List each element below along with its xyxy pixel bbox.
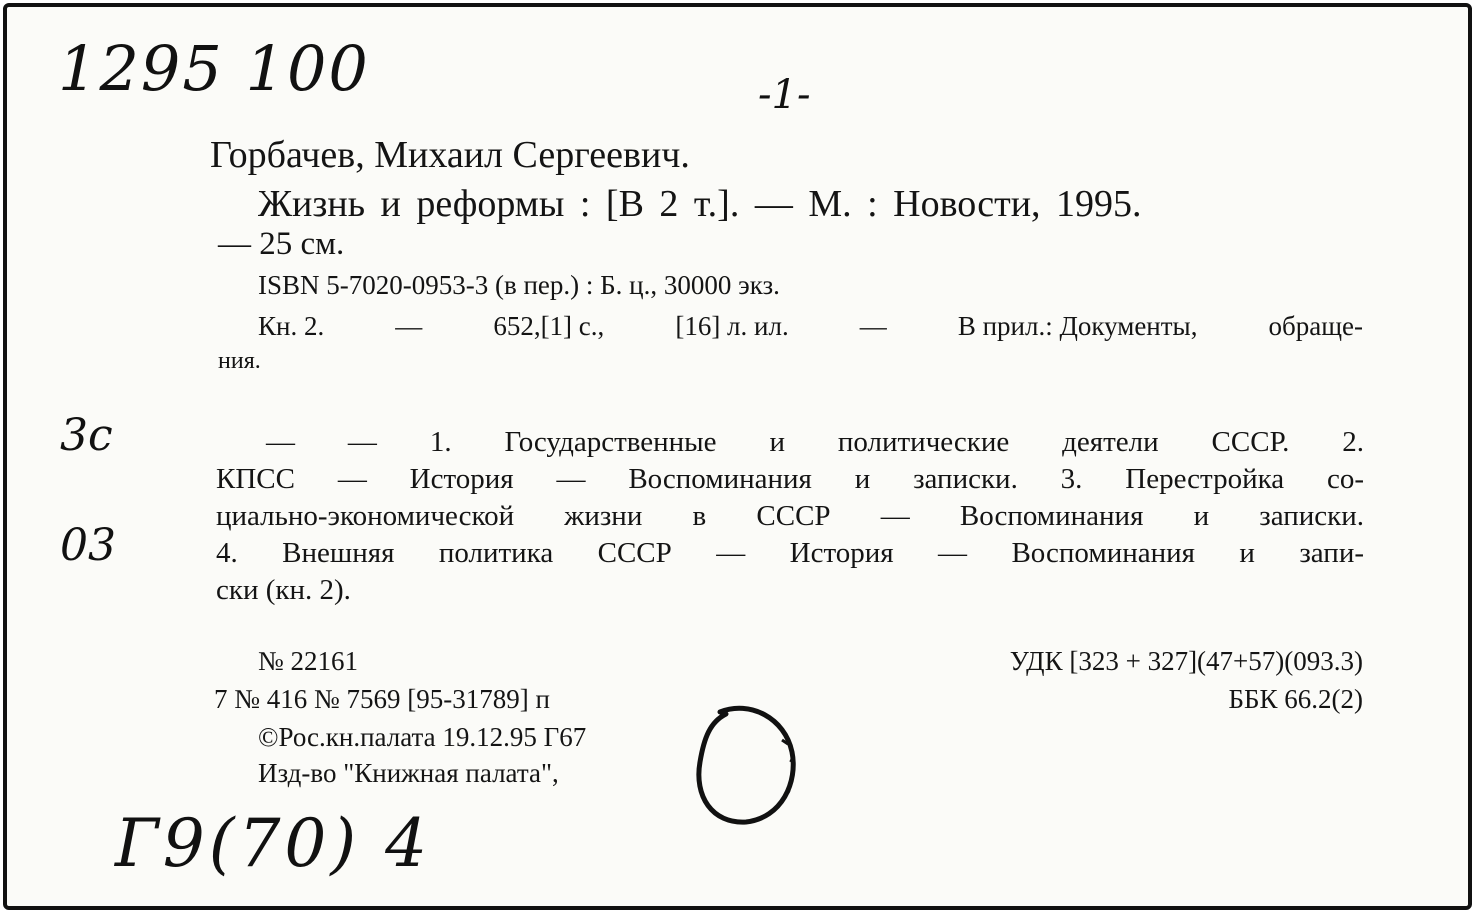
volume-word: обраще- xyxy=(1268,311,1363,341)
subject-line: — — 1. Государственные и политические деятели СССР. 2. xyxy=(266,426,1364,458)
volume-word: — xyxy=(395,311,423,341)
registry-codes: 7 № 416 № 7569 [95-31789] п xyxy=(214,684,550,714)
title-line: Жизнь и реформы : [В 2 т.]. — М. : Новости, 1995. xyxy=(258,183,1142,225)
subject-headings xyxy=(216,424,1364,609)
handwritten-margin-note-1: 3c xyxy=(60,410,113,461)
ink-stamp-icon xyxy=(690,700,810,830)
publisher-line: Изд-во "Книжная палата", xyxy=(258,758,559,788)
isbn-line: ISBN 5-7020-0953-3 (в пер.) : Б. ц., 30000 экз. xyxy=(258,270,780,300)
author-heading: Горбачев, Михаил Сергеевич. xyxy=(210,134,690,176)
subject-line: ски (кн. 2). xyxy=(216,574,351,606)
bbk-code: ББК 66.2(2) xyxy=(1228,684,1363,714)
handwritten-card-number: -1- xyxy=(758,72,811,118)
volume-word: — xyxy=(859,311,887,341)
volume-word: Кн. 2. xyxy=(258,311,325,341)
copyright-line: ©Рос.кн.палата 19.12.95 Г67 xyxy=(258,722,587,752)
handwritten-margin-note-2: 03 xyxy=(60,520,116,571)
volume-description-continued: ния. xyxy=(218,348,261,374)
record-number: № 22161 xyxy=(258,646,359,676)
handwritten-shelf-mark: 1295 100 xyxy=(58,32,370,105)
subject-line: циально-экономической жизни в СССР — Воспоминания и записки. xyxy=(216,500,1364,532)
title-line-continued: — 25 см. xyxy=(218,226,345,262)
subject-line: 4. Внешняя политика СССР — История — Воспоминания и запи- xyxy=(216,537,1364,569)
udk-code: УДК [323 + 327](47+57)(093.3) xyxy=(1009,646,1363,676)
handwritten-classification: Г9(70) 4 xyxy=(115,805,432,882)
volume-word: 652,[1] с., xyxy=(493,311,605,341)
volume-word: [16] л. ил. xyxy=(675,311,789,341)
subject-line: КПСС — История — Воспоминания и записки. 3. Перестройка со- xyxy=(216,463,1364,495)
volume-word: В прил.: Документы, xyxy=(957,311,1198,341)
volume-description xyxy=(258,311,1363,342)
